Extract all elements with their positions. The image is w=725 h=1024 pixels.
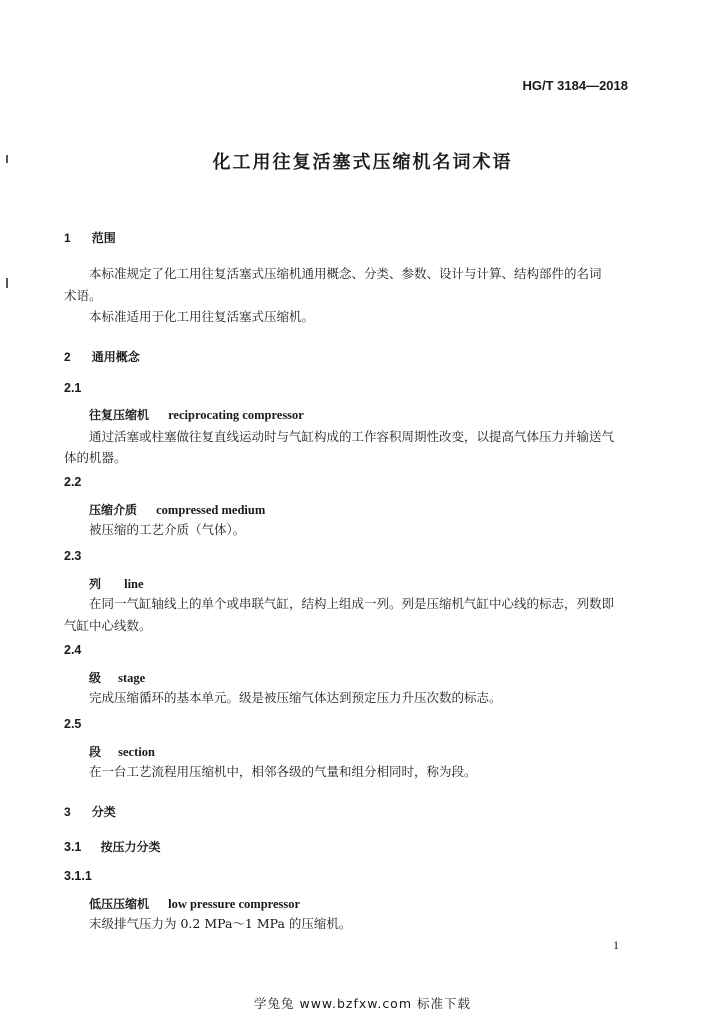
paragraph-line: 本标准规定了化工用往复活塞式压缩机通用概念、分类、参数、设计与计算、结构部件的名词: [89, 266, 602, 281]
section-2-heading: [64, 346, 140, 365]
definition-line: 在一台工艺流程用压缩机中，相邻各级的气量和组分相同时，称为段。: [89, 764, 477, 779]
definition-line: 末级排气压力为 0.2 MPa～1 MPa 的压缩机。: [89, 916, 352, 931]
term-chinese: 级: [89, 671, 102, 685]
definition-line: 被压缩的工艺介质（气体）。: [89, 522, 246, 537]
section-number: 1: [64, 231, 71, 245]
section-title: 分类: [91, 805, 116, 819]
term-entry: [89, 573, 144, 592]
term-english: line: [124, 577, 144, 591]
scan-artifact: [6, 278, 8, 288]
section-number: 3.1: [64, 840, 82, 854]
footer-watermark: 学兔兔 www.bzfxw.com 标准下载: [254, 996, 471, 1011]
term-entry: [89, 404, 304, 423]
term-english: compressed medium: [156, 503, 266, 517]
subsection-3-1-heading: [64, 836, 161, 855]
term-english: reciprocating compressor: [168, 408, 304, 422]
clause-number: 2.3: [64, 549, 82, 563]
clause-number: 2.4: [64, 643, 82, 657]
definition-line: 通过活塞或柱塞做往复直线运动时与气缸构成的工作容积周期性改变，以提高气体压力并输送气: [89, 429, 615, 444]
term-chinese: 压缩介质: [89, 503, 138, 517]
page-number: 1: [613, 938, 619, 952]
document-title: 化工用往复活塞式压缩机名词术语: [212, 152, 513, 173]
definition-line: 体的机器。: [64, 450, 127, 465]
clause-number: 3.1.1: [64, 869, 92, 883]
term-entry: [89, 499, 265, 518]
term-entry: [89, 667, 145, 686]
term-english: low pressure compressor: [168, 897, 301, 911]
paragraph-line: 本标准适用于化工用往复活塞式压缩机。: [89, 309, 315, 324]
section-number: 3: [64, 805, 71, 819]
term-chinese: 列: [89, 577, 102, 591]
term-entry: [89, 741, 155, 760]
term-chinese: 低压压缩机: [89, 897, 150, 911]
definition-line: 气缸中心线数。: [64, 618, 152, 633]
clause-number: 2.5: [64, 717, 82, 731]
term-english: section: [118, 745, 155, 759]
section-title: 通用概念: [91, 350, 140, 364]
section-1-heading: [64, 227, 116, 246]
term-chinese: 往复压缩机: [89, 408, 150, 422]
section-3-heading: [64, 801, 116, 820]
term-chinese: 段: [89, 745, 102, 759]
clause-number: 2.2: [64, 475, 82, 489]
section-title: 范围: [91, 231, 116, 245]
definition-line: 完成压缩循环的基本单元。级是被压缩气体达到预定压力升压次数的标志。: [89, 690, 502, 705]
section-title: 按压力分类: [100, 840, 161, 854]
clause-number: 2.1: [64, 381, 82, 395]
section-number: 2: [64, 350, 71, 364]
term-entry: [89, 893, 300, 912]
standard-code: HG/T 3184—2018: [522, 78, 628, 93]
definition-line: 在同一气缸轴线上的单个或串联气缸，结构上组成一列。列是压缩机气缸中心线的标志，列数即: [89, 596, 615, 611]
paragraph-line: 术语。: [64, 288, 102, 303]
term-english: stage: [118, 671, 146, 685]
